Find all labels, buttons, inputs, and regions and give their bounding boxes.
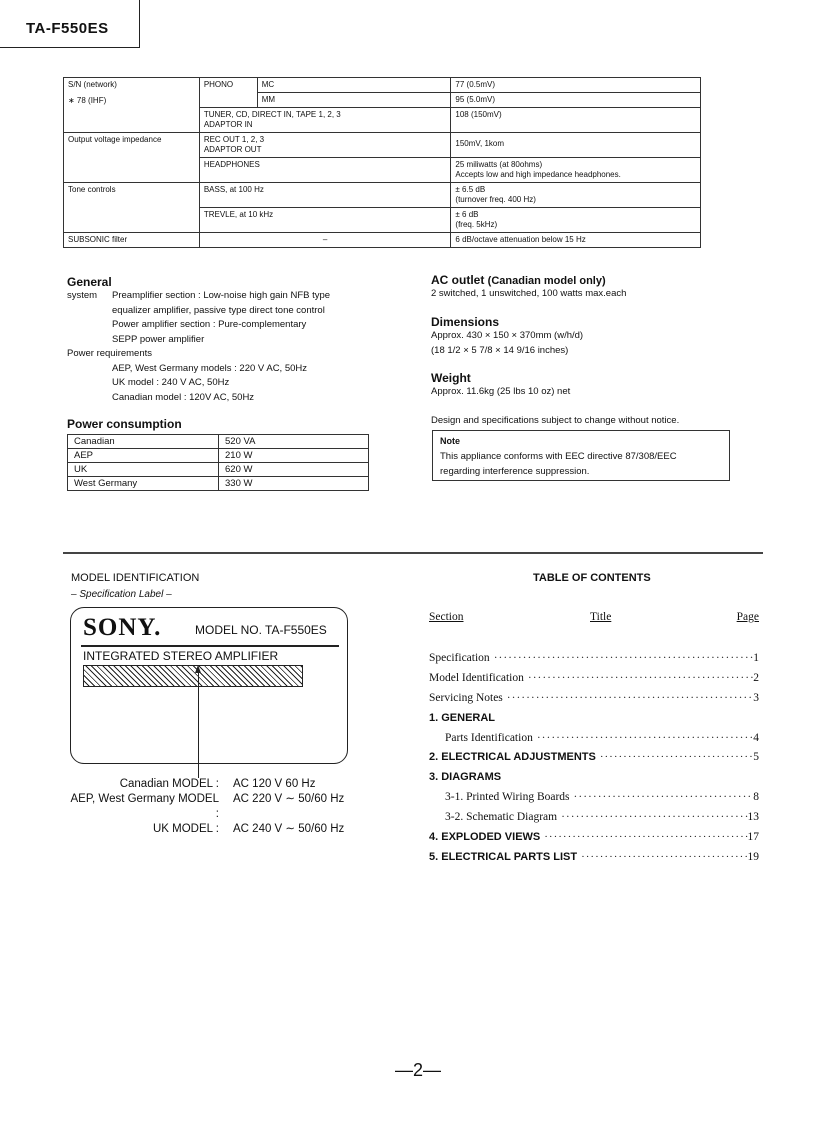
note-line: regarding interference suppression.: [440, 466, 590, 477]
spec-table: [63, 77, 701, 248]
table-row: [68, 463, 369, 477]
label-product: INTEGRATED STEREO AMPLIFIER: [83, 649, 279, 663]
bass-value: [451, 183, 701, 208]
toc-item-page: 13: [747, 811, 759, 824]
subsonic-mid: –: [199, 233, 451, 248]
toc-item-page: 17: [747, 830, 759, 843]
toc-item[interactable]: [429, 847, 759, 867]
table-row: [68, 449, 369, 463]
table-row: [68, 477, 369, 491]
tuner-cell: [199, 108, 451, 133]
power-req-line: Canadian model : 120V AC, 50Hz: [112, 391, 255, 403]
rec-out-cell: [199, 133, 451, 158]
voltage-value: AC 120 V 60 Hz: [233, 778, 316, 790]
system-line: SEPP power amplifier: [112, 333, 205, 345]
toc-item-label: 3. DIAGRAMS: [429, 771, 502, 784]
voltage-list: [67, 777, 344, 837]
bass-cell: BASS, at 100 Hz: [199, 183, 451, 208]
treble-value-1: ± 6 dB: [455, 210, 479, 219]
toc-leader-dots: [490, 652, 754, 664]
sn-label: S/N (network): [68, 80, 117, 89]
toc-item-page: 19: [747, 850, 759, 863]
model-id-subtitle: – Specification Label –: [71, 589, 172, 600]
table-row: [68, 435, 369, 449]
model-header: [0, 0, 140, 48]
note-title: Note: [440, 436, 460, 446]
model-title: TA-F550ES: [26, 20, 109, 37]
sony-logo: SONY.: [83, 614, 162, 641]
power-consumption-title: Power consumption: [67, 417, 182, 431]
system-line: Power amplifier section : Pure-complementary: [112, 319, 307, 330]
power-consumption-table: [67, 434, 369, 491]
treble-cell: TREVLE, at 10 kHz: [199, 208, 451, 233]
arrow-line: [198, 670, 199, 778]
specification-label: [70, 607, 348, 764]
toc-item-label: 2. ELECTRICAL ADJUSTMENTS: [429, 751, 596, 764]
toc-item[interactable]: [429, 787, 759, 807]
voltage-hatch-area: [83, 665, 303, 687]
voltage-model: Canadian MODEL :: [119, 778, 219, 790]
toc-item-label: Model Identification: [429, 671, 524, 684]
toc-item-label: 1. GENERAL: [429, 711, 496, 724]
mc-cell: MC: [257, 78, 451, 93]
region-cell: AEP: [68, 449, 219, 463]
dimensions-line: Approx. 430 × 150 × 370mm (w/h/d): [431, 330, 584, 341]
toc-item-page: 4: [753, 731, 759, 744]
power-consumption-section: [67, 417, 369, 491]
toc-item-label: 3-1. Printed Wiring Boards: [445, 791, 570, 804]
hp-value-1: 25 miliwatts (at 80ohms): [455, 160, 543, 169]
voltage-model: AEP, West Germany MODEL :: [70, 793, 219, 820]
toc-item[interactable]: [429, 648, 759, 668]
model-id-title: MODEL IDENTIFICATION: [71, 572, 200, 584]
toc-leader-dots: [503, 692, 753, 704]
toc-leader-dots: [557, 811, 747, 823]
power-req-line: UK model : 240 V AC, 50Hz: [112, 377, 230, 388]
table-row: [64, 233, 701, 248]
mc-value: 77 (0.5mV): [451, 78, 701, 93]
toc-item[interactable]: [429, 807, 759, 827]
system-line: Preamplifier section : Low-noise high gain NFB type: [112, 290, 331, 301]
value-cell: 520 VA: [219, 435, 369, 449]
toc-item-page: 2: [753, 671, 759, 684]
toc-item-label: 4. EXPLODED VIEWS: [429, 830, 541, 843]
rec-value: 150mV, 1kom: [451, 133, 701, 158]
toc-item-page: 8: [753, 791, 759, 804]
table-row: [64, 78, 701, 93]
toc-item-label: Specification: [429, 651, 490, 664]
note-box: [432, 430, 730, 481]
headphones-cell: HEADPHONES: [199, 158, 451, 183]
sn-ihf: ∗ 78 (IHF): [68, 96, 107, 105]
toc-title: TABLE OF CONTENTS: [533, 572, 651, 584]
toc-item[interactable]: [429, 688, 759, 708]
table-row: [64, 133, 701, 158]
dimensions-title: Dimensions: [431, 315, 500, 329]
toc-col-section: Section: [429, 611, 464, 623]
system-line: equalizer amplifier, passive type direct tone control: [112, 304, 325, 316]
toc-item-label: Servicing Notes: [429, 691, 503, 704]
system-label: system: [67, 290, 98, 301]
region-cell: UK: [68, 463, 219, 477]
toc-item-label: 3-2. Schematic Diagram: [445, 811, 558, 824]
toc-leader-dots: [524, 672, 753, 684]
region-cell: Canadian: [68, 435, 219, 449]
table-row: [64, 183, 701, 208]
treble-value: [451, 208, 701, 233]
toc-list: [429, 648, 759, 867]
weight-title: Weight: [431, 371, 471, 385]
voltage-row: [67, 822, 344, 837]
toc-leader-dots: [570, 791, 754, 803]
toc-item-page: 5: [753, 751, 759, 764]
ac-outlet-note: (Canadian model only): [487, 275, 606, 287]
voltage-model: UK MODEL :: [152, 823, 219, 835]
toc-item[interactable]: [429, 728, 759, 748]
toc-item-label: Parts Identification: [445, 731, 533, 744]
phono-cell: PHONO: [199, 78, 257, 108]
label-model-no: MODEL NO. TA-F550ES: [195, 623, 327, 637]
tuner-text-2: ADAPTOR IN: [203, 120, 253, 129]
value-cell: 210 W: [219, 449, 369, 463]
weight-section: [431, 371, 731, 400]
value-cell: 620 W: [219, 463, 369, 477]
tone-label: Tone controls: [64, 183, 200, 233]
label-rule: [81, 645, 339, 647]
toc-item-label: 5. ELECTRICAL PARTS LIST: [429, 850, 578, 863]
toc-item-page: 1: [753, 651, 759, 664]
tuner-value: 108 (150mV): [451, 108, 701, 133]
bass-value-1: ± 6.5 dB: [455, 185, 486, 194]
treble-value-2: (freq. 5kHz): [455, 220, 498, 229]
voltage-row: [67, 777, 344, 792]
dimensions-line: (18 1/2 × 5 7/8 × 14 9/16 inches): [431, 344, 569, 356]
section-divider: [63, 552, 763, 554]
toc-item[interactable]: [429, 708, 759, 728]
general-title: General: [67, 275, 112, 289]
toc-leader-dots: [540, 831, 747, 843]
ac-outlet-title: AC outlet: [431, 273, 485, 287]
ac-outlet-section: [431, 273, 731, 302]
weight-text: Approx. 11.6kg (25 lbs 10 oz) net: [431, 386, 571, 397]
toc-item[interactable]: [429, 767, 759, 787]
toc-item[interactable]: [429, 827, 759, 847]
note-line: This appliance conforms with EEC directive 87/308/EEC: [440, 451, 677, 462]
region-cell: West Germany: [68, 477, 219, 491]
mm-value: 95 (5.0mV): [451, 93, 701, 108]
ac-outlet-text: 2 switched, 1 unswitched, 100 watts max.each: [431, 288, 627, 299]
toc-leader-dots: [533, 732, 753, 744]
toc-col-title: Title: [590, 611, 612, 623]
tuner-text: TUNER, CD, DIRECT IN, TAPE 1, 2, 3: [203, 110, 341, 119]
page-number: —2—: [395, 1060, 442, 1080]
toc-item[interactable]: [429, 747, 759, 767]
toc-leader-dots: [596, 751, 753, 763]
value-cell: 330 W: [219, 477, 369, 491]
rec-out-text: REC OUT 1, 2, 3: [203, 135, 265, 144]
toc-leader-dots: [577, 851, 747, 863]
rec-out-text-2: ADAPTOR OUT: [203, 145, 262, 154]
voltage-value: AC 240 V ∼ 50/60 Hz: [233, 823, 345, 835]
toc-col-page: Page: [736, 611, 759, 623]
power-req-label: Power requirements: [67, 348, 153, 359]
toc-item[interactable]: [429, 668, 759, 688]
power-req-line: AEP, West Germany models : 220 V AC, 50Hz: [112, 362, 308, 374]
sn-cell: [64, 78, 200, 133]
change-notice: Design and specifications subject to change without notice.: [431, 415, 680, 426]
subsonic-label: SUBSONIC filter: [64, 233, 200, 248]
output-label: Output voltage impedance: [64, 133, 200, 183]
general-section: [67, 275, 372, 405]
voltage-value: AC 220 V ∼ 50/60 Hz: [233, 793, 345, 805]
subsonic-value: 6 dB/octave attenuation below 15 Hz: [451, 233, 701, 248]
dimensions-section: [431, 315, 731, 358]
mm-cell: MM: [257, 93, 451, 108]
headphones-value: [451, 158, 701, 183]
hp-value-2: Accepts low and high impedance headphones.: [455, 170, 621, 179]
toc-item-page: 3: [753, 691, 759, 704]
voltage-row: [67, 792, 344, 822]
bass-value-2: (turnover freq. 400 Hz): [455, 195, 536, 204]
